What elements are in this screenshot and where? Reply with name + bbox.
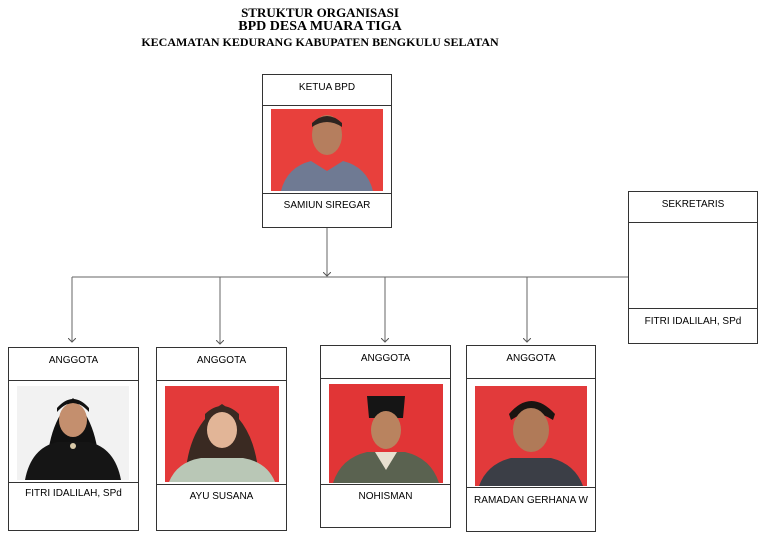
- anggota-3-photo: [329, 384, 443, 483]
- anggota-box-2: [156, 347, 287, 531]
- anggota-2-name: AYU SUSANA: [189, 491, 254, 502]
- ketua-box: [262, 74, 392, 228]
- anggota-2-role: ANGGOTA: [196, 355, 247, 366]
- anggota-1-name: FITRI IDALILAH, SPd: [25, 488, 122, 499]
- anggota-4-role: ANGGOTA: [506, 353, 556, 364]
- sekretaris-role: SEKRETARIS: [661, 199, 725, 210]
- ketua-role: KETUA BPD: [298, 82, 356, 93]
- chart-title-line2: BPD DESA MUARA TIGA: [238, 19, 402, 34]
- anggota-box-1: [8, 347, 139, 531]
- anggota-2-photo: [165, 386, 279, 482]
- chart-title-line3: KECAMATAN KEDURANG KABUPATEN BENGKULU SELATAN: [141, 35, 499, 49]
- ketua-name: SAMIUN SIREGAR: [283, 200, 371, 211]
- ketua-photo: [271, 109, 383, 191]
- anggota-4-name: RAMADAN GERHANA W: [474, 495, 588, 506]
- anggota-box-3: [320, 345, 451, 528]
- chart-title-line1: STRUKTUR ORGANISASI: [241, 5, 399, 20]
- sekretaris-name: FITRI IDALILAH, SPd: [644, 316, 742, 327]
- anggota-1-role: ANGGOTA: [48, 355, 99, 366]
- anggota-box-4: [466, 345, 596, 532]
- anggota-3-name: NOHISMAN: [358, 491, 413, 502]
- sekretaris-box: [628, 191, 758, 344]
- anggota-4-photo: [475, 386, 587, 486]
- anggota-3-role: ANGGOTA: [360, 353, 411, 364]
- anggota-1-photo: [17, 386, 129, 480]
